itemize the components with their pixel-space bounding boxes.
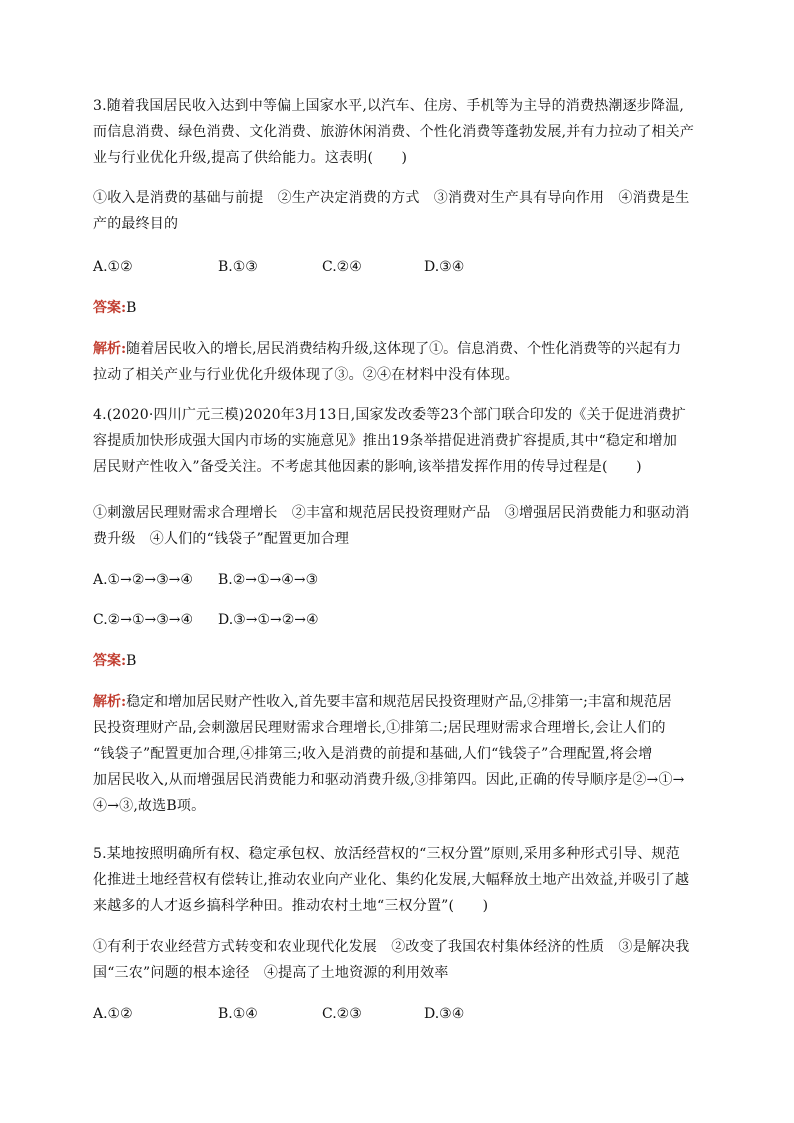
q4-analysis-line-5: ④→③,故选B项。 [93, 798, 206, 814]
q3-stem-line-2: 而信息消费、绿色消费、文化消费、旅游休闲消费、个性化消费等蓬勃发展,并有力拉动了相关产 [93, 124, 695, 140]
q3-items-line-1: ①收入是消费的基础与前提 ②生产决定消费的方式 ③消费对生产具有导向作用 ④消费是生 [93, 190, 690, 206]
q4-analysis-line-3: “钱袋子”配置更加合理,④排第三;收入是消费的前提和基础,人们“钱袋子”合理配置,将会增 [93, 746, 653, 762]
q3-option-b: B.①③ [218, 259, 258, 275]
q4-items-line-1: ①刺激居民理财需求合理增长 ②丰富和规范居民投资理财产品 ③增强居民消费能力和驱动消 [93, 505, 690, 521]
q5-option-d: D.③④ [424, 1006, 465, 1022]
q4-analysis-line-2: 民投资理财产品,会刺激居民理财需求合理增长,①排第二;居民理财需求合理增长,会让人们的 [93, 720, 666, 736]
q3-option-c: C.②④ [322, 259, 362, 275]
q3-answer [93, 298, 136, 318]
q4-stem-line-1: 4.(2020·四川广元三模)2020年3月13日,国家发改委等23个部门联合印发的《关于促进消费扩 [93, 407, 686, 423]
q5-option-b: B.①④ [218, 1006, 258, 1022]
q3-analysis-text-1: 随着居民收入的增长,居民消费结构升级,这体现了①。信息消费、个性化消费等的兴起有力 [126, 341, 682, 357]
q3-stem-line-1: 3.随着我国居民收入达到中等偏上国家水平,以汽车、住房、手机等为主导的消费热潮逐步降温, [93, 98, 685, 114]
q3-answer-label: 答案: [93, 300, 127, 316]
q4-analysis-text-1: 稳定和增加居民财产性收入,首先要丰富和规范居民投资理财产品,②排第一;丰富和规范居 [126, 694, 672, 710]
q5-items-line-2: 国“三农”问题的根本途径 ④提高了土地资源的利用效率 [93, 965, 449, 981]
q4-option-a: A.①→②→③→④ [93, 572, 193, 588]
q4-option-c: C.②→①→③→④ [93, 612, 194, 628]
q4-answer-value: B [126, 653, 137, 669]
q4-option-d: D.③→①→②→④ [218, 612, 319, 628]
q4-answer-label: 答案: [93, 653, 127, 669]
q3-analysis-label: 解析: [93, 341, 127, 357]
q3-stem-line-3: 业与行业优化升级,提高了供给能力。这表明( ) [93, 150, 408, 166]
q5-stem-line-1: 5.某地按照明确所有权、稳定承包权、放活经营权的“三权分置”原则,采用多种形式引导、规范 [93, 846, 680, 862]
q3-analysis-line-1 [93, 339, 681, 359]
q5-stem-line-2: 化推进土地经营权有偿转让,推动农业向产业化、集约化发展,大幅释放土地产出效益,并吸引了越 [93, 872, 690, 888]
q4-items-line-2: 费升级 ④人们的“钱袋子”配置更加合理 [93, 531, 350, 547]
q5-items-line-1: ①有利于农业经营方式转变和农业现代化发展 ②改变了我国农村集体经济的性质 ③是解决我 [93, 939, 690, 955]
q5-option-a: A.①② [93, 1006, 133, 1022]
q3-items-line-2: 产的最终目的 [93, 216, 179, 232]
q4-stem-line-3: 居民财产性收入”备受关注。不考虑其他因素的影响,该举措发挥作用的传导过程是( ) [93, 459, 642, 475]
q4-analysis-line-1 [93, 692, 672, 712]
q4-analysis-label: 解析: [93, 694, 127, 710]
q3-answer-value: B [126, 300, 137, 316]
q5-stem-line-3: 来越多的人才返乡搞科学种田。推动农村土地“三权分置”( ) [93, 898, 489, 914]
q4-stem-line-2: 容提质加快形成强大国内市场的实施意见》推出19条举措促进消费扩容提质,其中“稳定和增加 [93, 433, 678, 449]
q4-option-b: B.②→①→④→③ [218, 572, 319, 588]
q4-answer [93, 651, 136, 671]
q3-option-d: D.③④ [424, 259, 465, 275]
q4-analysis-line-4: 加居民收入,从而增强居民消费能力和驱动消费升级,③排第四。因此,正确的传导顺序是②→①→ [93, 772, 685, 788]
q5-option-c: C.②③ [322, 1006, 362, 1022]
q3-analysis-line-2: 拉动了相关产业与行业优化升级体现了③。②④在材料中没有体现。 [93, 367, 519, 383]
q3-option-a: A.①② [93, 259, 133, 275]
